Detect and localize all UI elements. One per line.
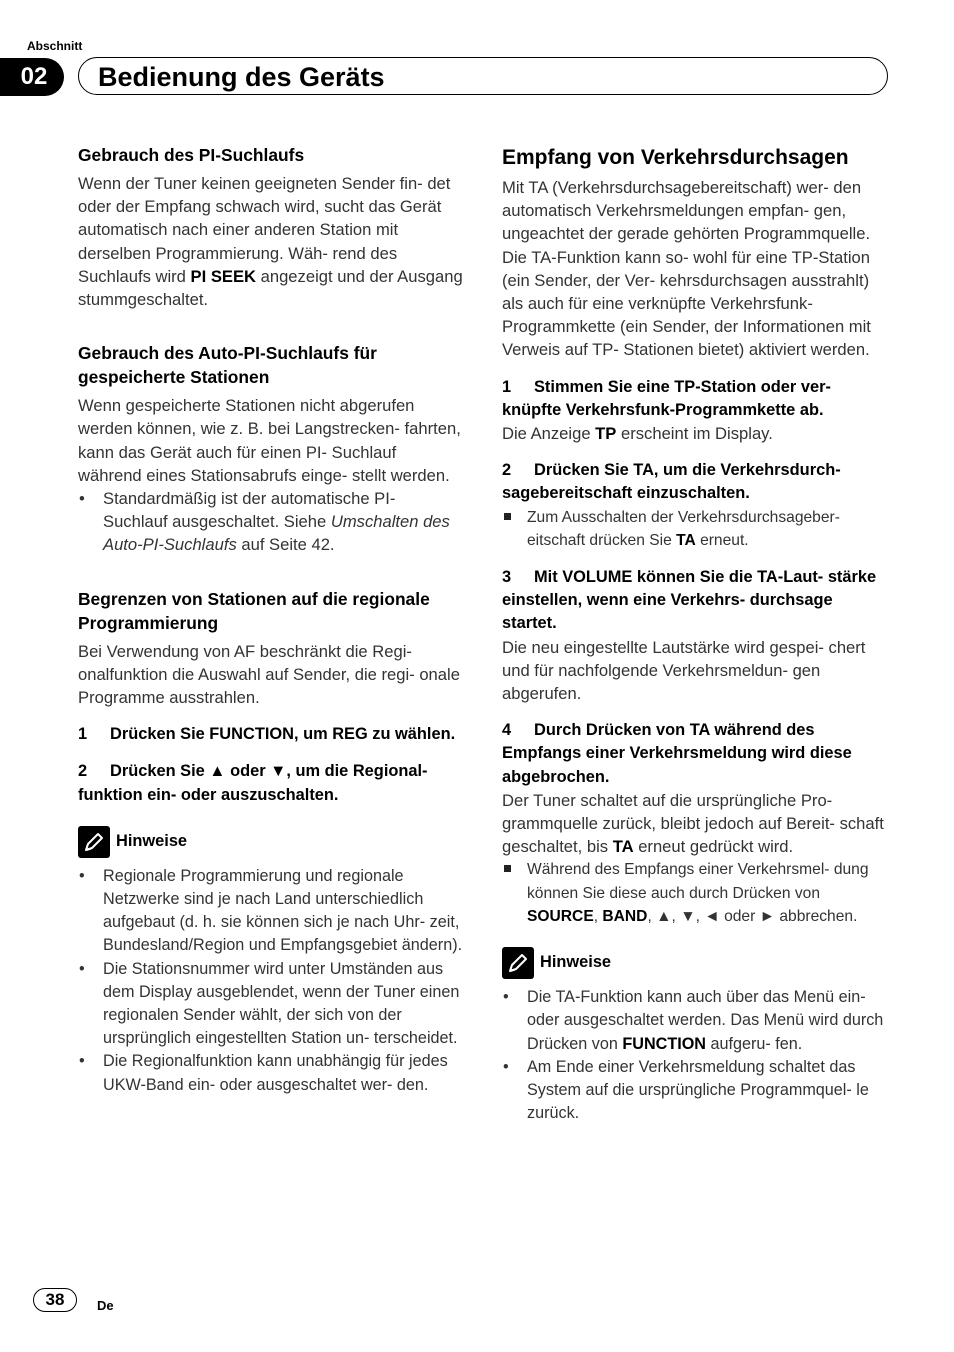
right-column [502, 144, 890, 1125]
notes-title: Hinweise [116, 832, 188, 851]
list-item: • Am Ende einer Verkehrsmeldung schaltet das System auf die ursprüngliche Programmquel- le zurück. [503, 1057, 869, 1123]
section-label: Abschnitt [27, 39, 83, 53]
heading-pi-seek: Gebrauch des PI-Suchlaufs [78, 145, 305, 165]
notes-list [78, 865, 464, 1097]
pencil-icon [78, 826, 110, 858]
section-number-badge: 02 [0, 58, 64, 96]
left-column [78, 143, 464, 1097]
notes-header [502, 946, 890, 980]
step-2: 2 Drücken Sie TA, um die Verkehrsdurch- sagebereitschaft einzuschalten. [502, 461, 841, 503]
step-1: 1 Stimmen Sie eine TP-Station oder ver- knüpfte Verkehrsfunk-Programmkette ab. [502, 377, 831, 419]
heading-traffic: Empfang von Verkehrsdurchsagen [502, 146, 849, 169]
notes-title: Hinweise [540, 953, 612, 972]
page-title: Bedienung des Geräts [98, 62, 385, 92]
step-2: 2 Drücken Sie ▲ oder ▼, um die Regional- funktion ein- oder auszuschalten. [78, 762, 428, 804]
heading-regional: Begrenzen von Stationen auf die regionale Programmierung [78, 588, 430, 633]
notes-header [78, 825, 464, 859]
step-1-body: Die Anzeige TP erscheint im Display. [502, 424, 773, 444]
step-4: 4 Durch Drücken von TA während des Empfangs einer Verkehrsmeldung wird diese abgebrochen. [502, 721, 852, 786]
list-item: • Regionale Programmierung und regionale Netzwerke sind je nach Land unterschiedlich aufgebaut (d. h. sie können sich je nach Uhr- zeit, Bundesland/Region und Empfangsgebiet ändern). [79, 866, 463, 955]
notes-list [502, 986, 890, 1125]
pi-seek-label: PI SEEK [190, 266, 257, 286]
list-item: • Die Regionalfunktion kann unabhängig für jedes UKW-Band ein- oder ausgeschaltet wer- den. [79, 1052, 448, 1094]
paragraph-auto-pi-seek: Wenn gespeicherte Stationen nicht abgerufen werden können, wie z. B. bei Langstrecken- fahrten, kann das Gerät auch für einen PI- Suchlauf während eines Stationsabrufs einge- stellt werden. [78, 396, 461, 485]
paragraph-pi-seek: Wenn der Tuner keinen geeigneten Sender fin- det oder der Empfang schwach wird, sucht das Gerät automatisch nach einer anderen Station mit derselben Programmierung. Wäh- rend des Suchlaufs wird PI SEEK angezeigt und der Ausgang stummgeschaltet. [78, 174, 463, 310]
step-4-note: Während des Empfangs einer Verkehrsmel- dung können Sie diese auch durch Drücken von SOURCE, BAND, ▲, ▼, ◄ oder ► abbrechen. [502, 858, 890, 928]
paragraph-traffic-intro: Mit TA (Verkehrsdurchsagebereitschaft) wer- den automatisch Verkehrsmeldungen empfan- gen, ungeachtet der gerade gehörten Programmquelle. Die TA-Funktion kann so- wohl für eine TP-Station (ein Sender, der Ver- kehrsdurchsagen ausstrahlt) als auch für eine verknüpfte Verkehrsfunk-Programmkette (ein Sender, der Informationen mit Verweis auf TP- Stationen bietet) aktiviert werden. [502, 178, 871, 360]
step-1: 1 Drücken Sie FUNCTION, um REG zu wählen. [78, 725, 456, 744]
tp-label: TP [595, 424, 617, 444]
list-item: • Die Stationsnummer wird unter Umständen aus dem Display ausgeblendet, wenn der Tuner einen regionalen Sender wählt, der sich von der ursprünglich eingestellten Station un- terscheidet. [79, 959, 460, 1048]
paragraph-regional: Bei Verwendung von AF beschränkt die Regi- onalfunktion die Auswahl auf Sender, die regi- onale Programme ausstrahlen. [78, 641, 460, 708]
step-2-note: Zum Ausschalten der Verkehrsdurchsageber- eitschaft drücken Sie TA erneut. [502, 506, 890, 552]
list-item: • Standardmäßig ist der automatische PI- Suchlauf ausgeschaltet. Siehe Umschalten des Auto-PI-Suchlaufs auf Seite 42. [79, 489, 450, 555]
step-4-body: Der Tuner schaltet auf die ursprüngliche Pro- grammquelle zurück, bleibt jedoch auf Bereit- schaft geschaltet, bis TA erneut gedrückt wird. [502, 790, 884, 857]
pencil-icon [502, 947, 534, 979]
step-3: 3 Mit VOLUME können Sie die TA-Laut- stärke einstellen, wenn eine Verkehrs- durchsage startet. [502, 568, 877, 633]
language-code: De [97, 1298, 114, 1313]
heading-auto-pi-seek: Gebrauch des Auto-PI-Suchlaufs für gespeicherte Stationen [78, 343, 377, 388]
list-item: • Die TA-Funktion kann auch über das Menü ein- oder ausgeschaltet werden. Das Menü wird durch Drücken von FUNCTION aufgeru- fen. [503, 988, 884, 1053]
cross-reference-link: Umschalten des Auto-PI-Suchlaufs [103, 512, 450, 555]
step-3-body: Die neu eingestellte Lautstärke wird gespei- chert und für nachfolgende Verkehrsmeldun- gen abgerufen. [502, 637, 866, 704]
page-number: 38 [33, 1288, 77, 1312]
